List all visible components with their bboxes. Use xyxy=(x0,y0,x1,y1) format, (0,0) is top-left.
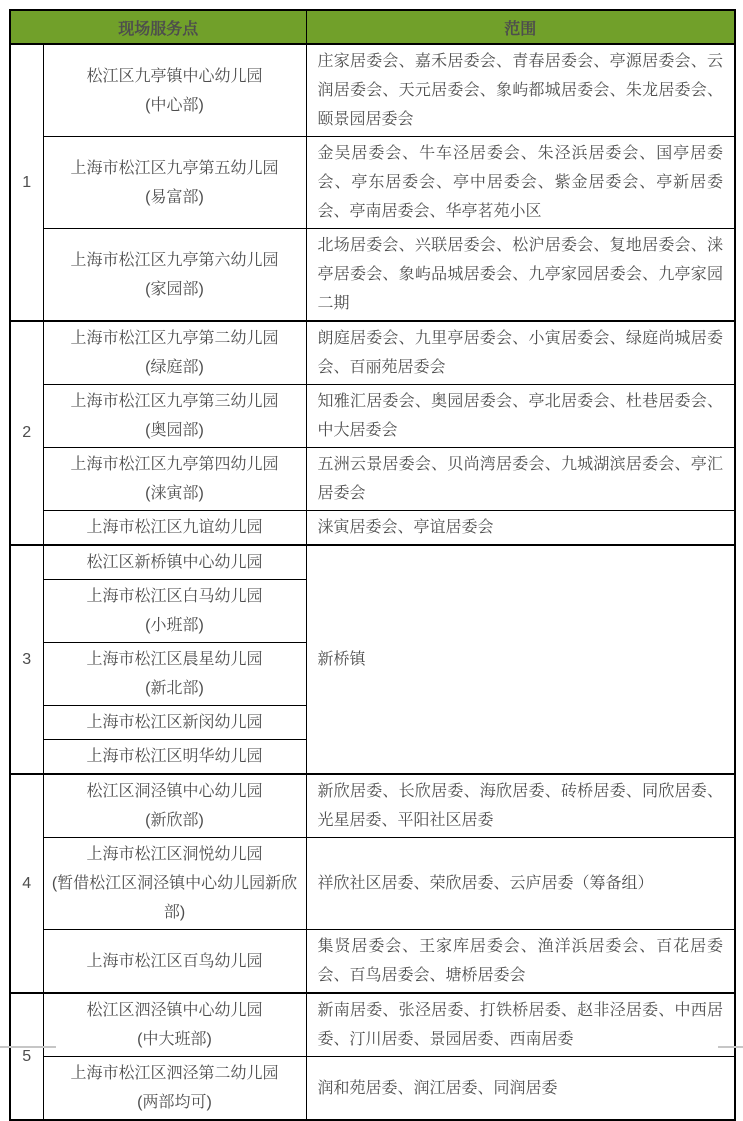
table-row xyxy=(10,385,735,448)
scope-cell: 集贤居委会、王家库居委会、渔洋浜居委会、百花居委会、百鸟居委会、塘桥居委会 xyxy=(306,930,735,994)
header-scope: 范围 xyxy=(306,10,735,44)
kindergarten-branch: (新北部) xyxy=(145,680,204,697)
kindergarten-branch: (中心部) xyxy=(145,96,204,114)
service-point-name xyxy=(43,137,306,229)
table-row xyxy=(10,774,735,838)
kindergarten-branch: (涞寅部) xyxy=(145,485,204,502)
scope-cell: 新欣居委、长欣居委、海欣居委、砖桥居委、同欣居委、光星居委、平阳社区居委 xyxy=(306,774,735,838)
kindergarten-branch: (奥园部) xyxy=(145,422,204,439)
service-point-name xyxy=(43,448,306,511)
service-point-name xyxy=(43,580,306,643)
kindergarten-name: 上海市松江区白马幼儿园 xyxy=(86,588,263,605)
scope-cell: 朗庭居委会、九里亭居委会、小寅居委会、绿庭尚城居委会、百丽苑居委会 xyxy=(306,321,735,385)
kindergarten-name: 上海市松江区九亭第二幼儿园 xyxy=(70,330,279,347)
header-service-point: 现场服务点 xyxy=(10,10,306,44)
kindergarten-branch: (小班部) xyxy=(145,617,204,634)
table-row xyxy=(10,137,735,229)
kindergarten-name: 上海市松江区百鸟幼儿园 xyxy=(86,952,263,970)
table-row xyxy=(10,1057,735,1121)
service-point-name xyxy=(43,993,306,1057)
scope-cell: 润和苑居委、润江居委、同润居委 xyxy=(306,1057,735,1121)
kindergarten-name: 松江区新桥镇中心幼儿园 xyxy=(86,554,263,571)
kindergarten-name: 上海市松江区九谊幼儿园 xyxy=(86,519,263,536)
kindergarten-name: 上海市松江区明华幼儿园 xyxy=(86,748,263,765)
service-point-name xyxy=(43,511,306,546)
service-points-table xyxy=(9,9,736,1121)
service-point-name xyxy=(43,643,306,706)
table-row xyxy=(10,229,735,322)
kindergarten-branch: (新欣部) xyxy=(145,812,204,829)
group-number: 4 xyxy=(10,774,43,993)
table-header-row xyxy=(10,10,735,44)
kindergarten-name: 上海市松江区九亭第五幼儿园 xyxy=(70,159,279,177)
kindergarten-branch: (绿庭部) xyxy=(145,359,204,376)
kindergarten-name: 上海市松江区九亭第四幼儿园 xyxy=(70,456,279,473)
scope-cell: 祥欣社区居委、荣欣居委、云庐居委（筹备组） xyxy=(306,838,735,930)
kindergarten-branch: (暂借松江区洞泾镇中心幼儿园新欣部) xyxy=(51,875,298,921)
table-row xyxy=(10,993,735,1057)
kindergarten-name: 上海市松江区洞悦幼儿园 xyxy=(86,846,263,863)
scope-cell: 五洲云景居委会、贝尚湾居委会、九城湖滨居委会、亭汇居委会 xyxy=(306,448,735,511)
kindergarten-name: 松江区九亭镇中心幼儿园 xyxy=(86,67,263,85)
kindergarten-name: 上海市松江区晨星幼儿园 xyxy=(86,651,263,668)
scope-cell-merged: 新桥镇 xyxy=(306,545,735,774)
table-row xyxy=(10,930,735,994)
service-point-name xyxy=(43,740,306,775)
kindergarten-branch: (中大班部) xyxy=(137,1031,212,1048)
service-point-name xyxy=(43,321,306,385)
table-row xyxy=(10,511,735,546)
kindergarten-name: 上海市松江区新闵幼儿园 xyxy=(86,714,263,731)
scope-cell: 金吴居委会、牛车泾居委会、朱泾浜居委会、国亭居委会、亭东居委会、亭中居委会、紫金居委会、亭新居委会、亭南居委会、华亭茗苑小区 xyxy=(306,137,735,229)
service-point-name xyxy=(43,706,306,740)
scope-cell: 涞寅居委会、亭谊居委会 xyxy=(306,511,735,546)
service-point-name xyxy=(43,1057,306,1121)
kindergarten-name: 松江区泗泾镇中心幼儿园 xyxy=(86,1002,263,1019)
kindergarten-name: 上海市松江区九亭第六幼儿园 xyxy=(70,251,279,269)
kindergarten-name: 上海市松江区九亭第三幼儿园 xyxy=(70,393,279,410)
group-number: 1 xyxy=(10,44,43,321)
kindergarten-name: 上海市松江区泗泾第二幼儿园 xyxy=(70,1065,279,1082)
service-point-name xyxy=(43,838,306,930)
kindergarten-branch: (两部均可) xyxy=(137,1094,212,1111)
scrollbar-artifact-right xyxy=(718,1046,743,1048)
service-point-name xyxy=(43,545,306,580)
service-point-name xyxy=(43,385,306,448)
scope-cell: 北场居委会、兴联居委会、松沪居委会、复地居委会、涞亭居委会、象屿品城居委会、九亭家园居委会、九亭家园二期 xyxy=(306,229,735,322)
kindergarten-branch: (易富部) xyxy=(145,188,204,206)
scope-cell: 庄家居委会、嘉禾居委会、青春居委会、亭源居委会、云润居委会、天元居委会、象屿都城居委会、朱龙居委会、颐景园居委会 xyxy=(306,44,735,137)
kindergarten-branch: (家园部) xyxy=(145,280,204,298)
group-number: 3 xyxy=(10,545,43,774)
table-row xyxy=(10,448,735,511)
table-row xyxy=(10,838,735,930)
service-point-name xyxy=(43,930,306,994)
service-point-name xyxy=(43,229,306,322)
scope-cell: 知雅汇居委会、奥园居委会、亭北居委会、杜巷居委会、中大居委会 xyxy=(306,385,735,448)
scrollbar-artifact-left xyxy=(0,1046,56,1048)
table-row xyxy=(10,44,735,137)
kindergarten-name: 松江区洞泾镇中心幼儿园 xyxy=(86,783,263,800)
table-row xyxy=(10,545,735,580)
group-number: 5 xyxy=(10,993,43,1120)
service-point-name xyxy=(43,774,306,838)
scope-cell: 新南居委、张泾居委、打铁桥居委、赵非泾居委、中西居委、汀川居委、景园居委、西南居委 xyxy=(306,993,735,1057)
service-point-name xyxy=(43,44,306,137)
group-number: 2 xyxy=(10,321,43,545)
table-row xyxy=(10,321,735,385)
